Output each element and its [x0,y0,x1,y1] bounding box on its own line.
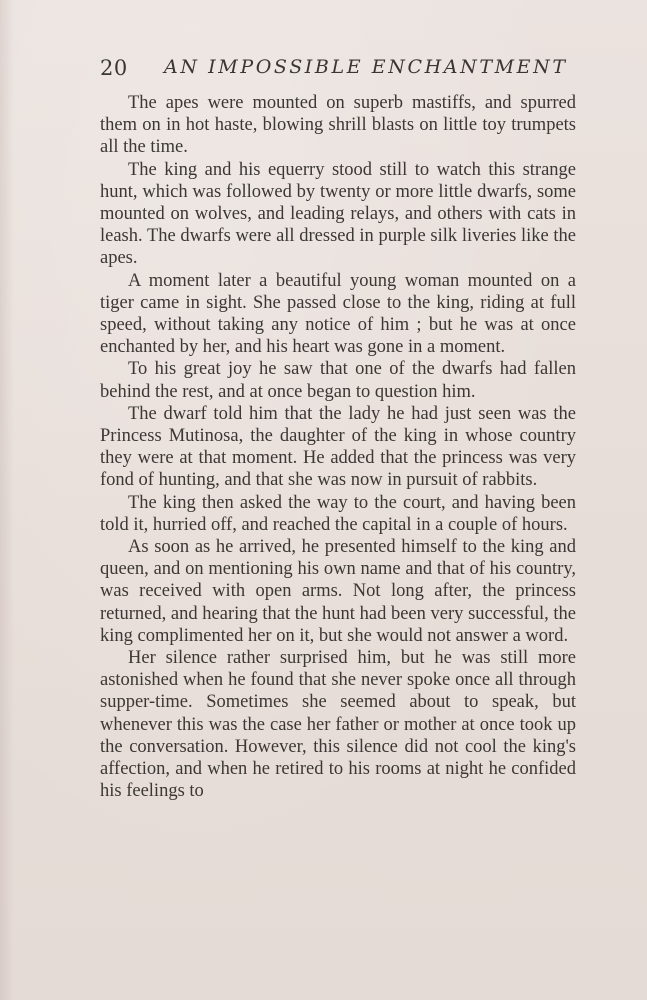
running-head [100,56,568,86]
body-text [100,92,576,803]
page-edge-shadow [0,0,14,1000]
paragraph-1: The apes were mounted on superb mastiffs, and spurred them on in hot haste, blowing shrill blasts on little toy trumpets all the time. [100,93,576,158]
paragraph-7: As soon as he arrived, he presented himself to the king and queen, and on mentioning his own name and that of his country, was received with open arms. Not long after, the princess returned, and hearing that the hunt had been very successful, the king complimented her on it, but she would not answer a word. [100,537,576,646]
book-title: AN IMPOSSIBLE ENCHANTMENT [164,56,568,78]
paragraph-5: The dwarf told him that the lady he had just seen was the Princess Mutinosa, the daughter of the king in whose country they were at that moment. He added that the princess was very fond of hunting, and that she was now in pursuit of rabbits. [100,403,576,491]
paragraph-4: To his great joy he saw that one of the dwarfs had fallen behind the rest, and at once began to question him. [100,359,576,402]
paragraph-8: Her silence rather surprised him, but he was still more astonished when he found that she never spoke once all through supper-time. Sometimes she seemed about to speak, but whenever this was the case her father or mother at once took up the conversation. However, this silence did not cool the king's affection, and when he retired to his rooms at night he confided his feelings to [100,648,576,802]
paragraph-3: A moment later a beautiful young woman mounted on a tiger came in sight. She passed close to the king, riding at full speed, without taking any notice of him ; but he was at once enchanted by her, and his heart was gone in a moment. [100,270,576,358]
paragraph-2: The king and his equerry stood still to watch this strange hunt, which was followed by twenty or more little dwarfs, some mounted on wolves, and leading relays, and others with cats in leash. The dwarfs were all dressed in purple silk liveries like the apes. [100,159,576,269]
page-number: 20 [100,56,128,80]
paragraph-6: The king then asked the way to the court, and having been told it, hurried off, and reached the capital in a couple of hours. [100,492,576,535]
